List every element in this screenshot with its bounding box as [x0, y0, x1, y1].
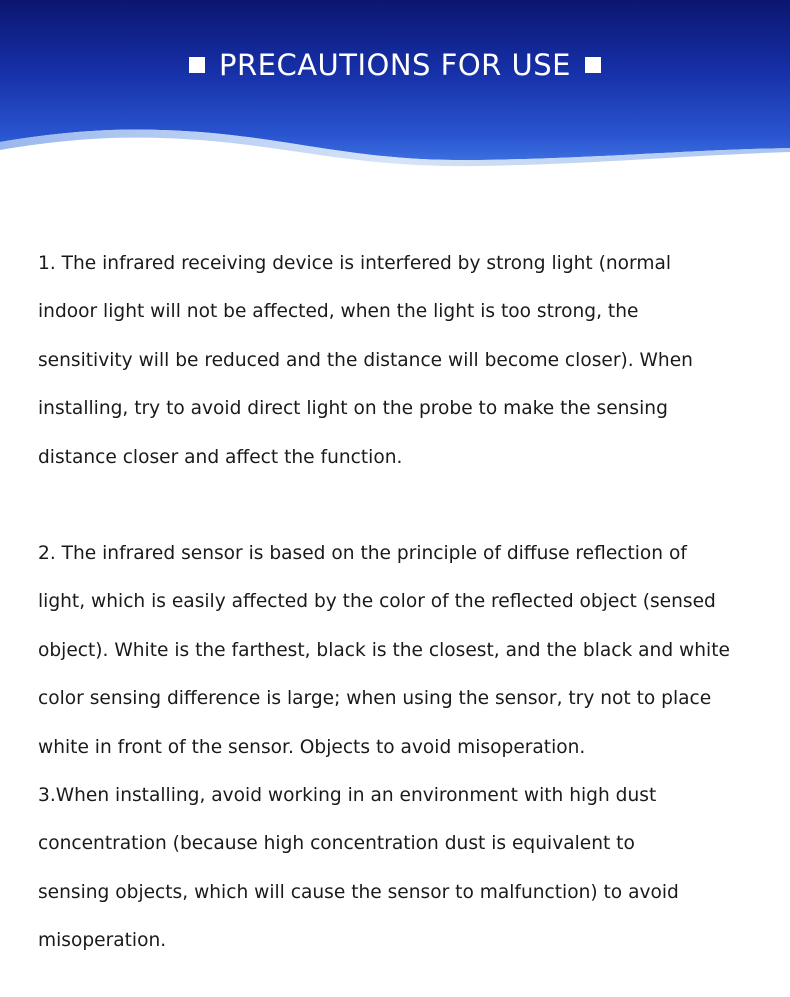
- square-bullet-icon: [585, 57, 601, 73]
- paragraph-spacer: [38, 482, 783, 530]
- banner-wave-graphic: [0, 0, 790, 175]
- page-title: PRECAUTIONS FOR USE: [218, 48, 572, 82]
- precaution-item-1: 1. The infrared receiving device is interfered by strong light (normal indoor light will not be affected, when the light is too strong, the sensitivity will be reduced and the distance will become closer). When installing, try to avoid direct light on the probe to make the sensing distance closer and affect the function.: [38, 253, 693, 468]
- precautions-content: [38, 240, 783, 966]
- square-bullet-icon: [189, 57, 205, 73]
- header-title-row: [0, 44, 790, 86]
- header-banner: [0, 0, 790, 175]
- precaution-item-2: 2. The infrared sensor is based on the principle of diffuse reflection of light, which is easily affected by the color of the reflected object (sensed object). White is the farthest, black is the closest, and the black and white color sensing difference is large; when using the sensor, try not to place white in front of the sensor. Objects to avoid misoperation.: [38, 543, 730, 758]
- precaution-item-3: 3.When installing, avoid working in an environment with high dust concentration (because high concentration dust is equivalent to sensing objects, which will cause the sensor to malfunction) to avoid misoperation.: [38, 785, 679, 952]
